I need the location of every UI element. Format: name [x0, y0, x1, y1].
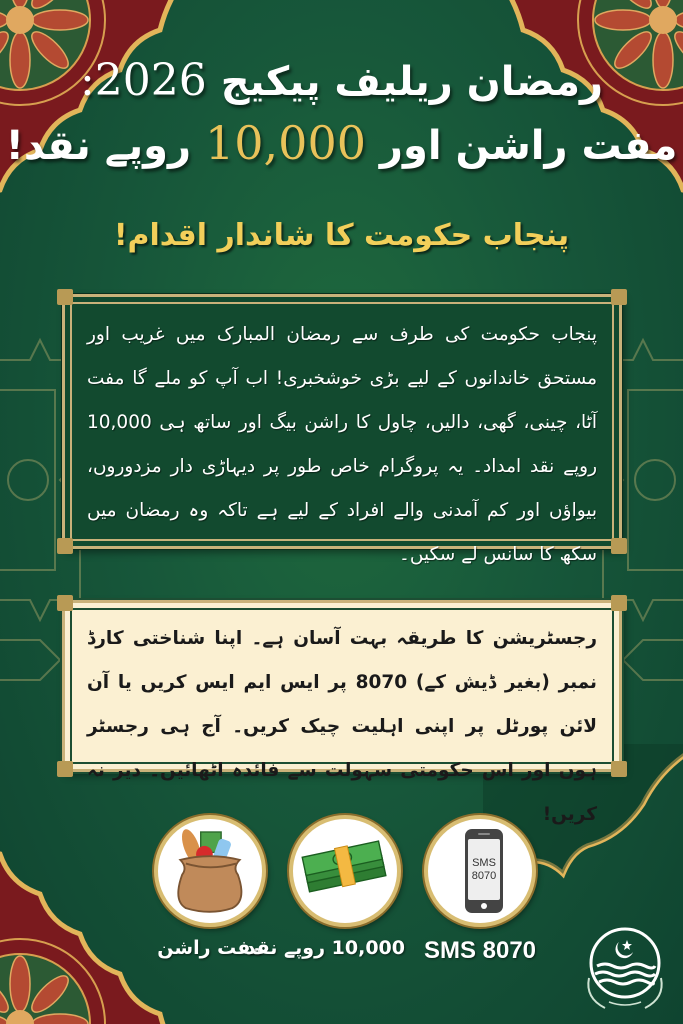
- feature-label: مفت راشن: [157, 937, 263, 959]
- title-line-2-prefix: مفت راشن اور: [379, 123, 678, 169]
- box-corner-ornament: [57, 761, 73, 777]
- phone-home-button: [481, 903, 487, 909]
- box-corner-ornament: [611, 595, 627, 611]
- title-line-1: [0, 52, 683, 111]
- page-title: [0, 52, 683, 178]
- grocery-bag-icon: [158, 819, 262, 923]
- feature-label: 10,000 روپے نقد: [245, 937, 405, 959]
- feature-circle: [424, 815, 536, 927]
- mobile-phone-icon: [465, 829, 503, 913]
- title-line-2-suffix: روپے نقد!: [5, 123, 192, 169]
- phone-speaker: [478, 833, 490, 835]
- feature-sms: [420, 815, 540, 965]
- box-corner-ornament: [611, 289, 627, 305]
- registration-box: [62, 600, 622, 825]
- title-year: 2026:: [79, 55, 207, 106]
- phone-screen-line-1: SMS: [472, 856, 496, 869]
- box-corner-ornament: [57, 538, 73, 554]
- registration-box-text: رجسٹریشن کا طریقہ بہت آسان ہے۔ اپنا شناختی کارڈ نمبر (بغیر ڈیش کے) 8070 پر ایس ایم ایس کریں یا آن لائن پورٹل پر اپنی اہلیت چیک کریں۔ آج ہی رجسٹر ہوں اور اس حکومتی سہولت سے فائدہ اٹھائیں۔ دیر نہ کریں!: [87, 628, 598, 825]
- subtitle: پنجاب حکومت کا شاندار اقدام!: [113, 218, 570, 253]
- phone-screen-line-2: 8070: [471, 869, 497, 882]
- info-box: [62, 294, 622, 565]
- box-corner-ornament: [57, 595, 73, 611]
- title-amount: 10,000: [205, 116, 366, 170]
- box-corner-ornament: [611, 761, 627, 777]
- box-corner-ornament: [57, 289, 73, 305]
- title-line-2: [0, 111, 683, 178]
- feature-circle: [154, 815, 266, 927]
- punjab-government-emblem-icon: [575, 918, 675, 1018]
- phone-screen: [468, 839, 500, 900]
- features-row: [145, 815, 540, 965]
- box-corner-ornament: [611, 538, 627, 554]
- feature-label: SMS 8070: [423, 937, 537, 964]
- cash-stack-icon: [293, 819, 397, 923]
- info-box-text: پنجاب حکومت کی طرف سے رمضان المبارک میں غریب اور مستحق خاندانوں کے لیے بڑی خوشخبری! اب آپ کو ملے گا مفت آٹا، چینی، گھی، دالیں، چاول کا راشن بیگ اور ساتھ ہی 10,000 روپے نقد امداد۔ یہ پروگرام خاص طور پر دیہاڑی دار مزدوروں، بیواؤں اور کم آمدنی والے افراد کے لیے ہے تاکہ وہ رمضان میں سکھ کا سانس لے سکیں۔: [87, 324, 597, 565]
- title-line-1-text: رمضان ریلیف پیکیج: [220, 59, 604, 105]
- feature-cash: [245, 815, 405, 959]
- feature-circle: [289, 815, 401, 927]
